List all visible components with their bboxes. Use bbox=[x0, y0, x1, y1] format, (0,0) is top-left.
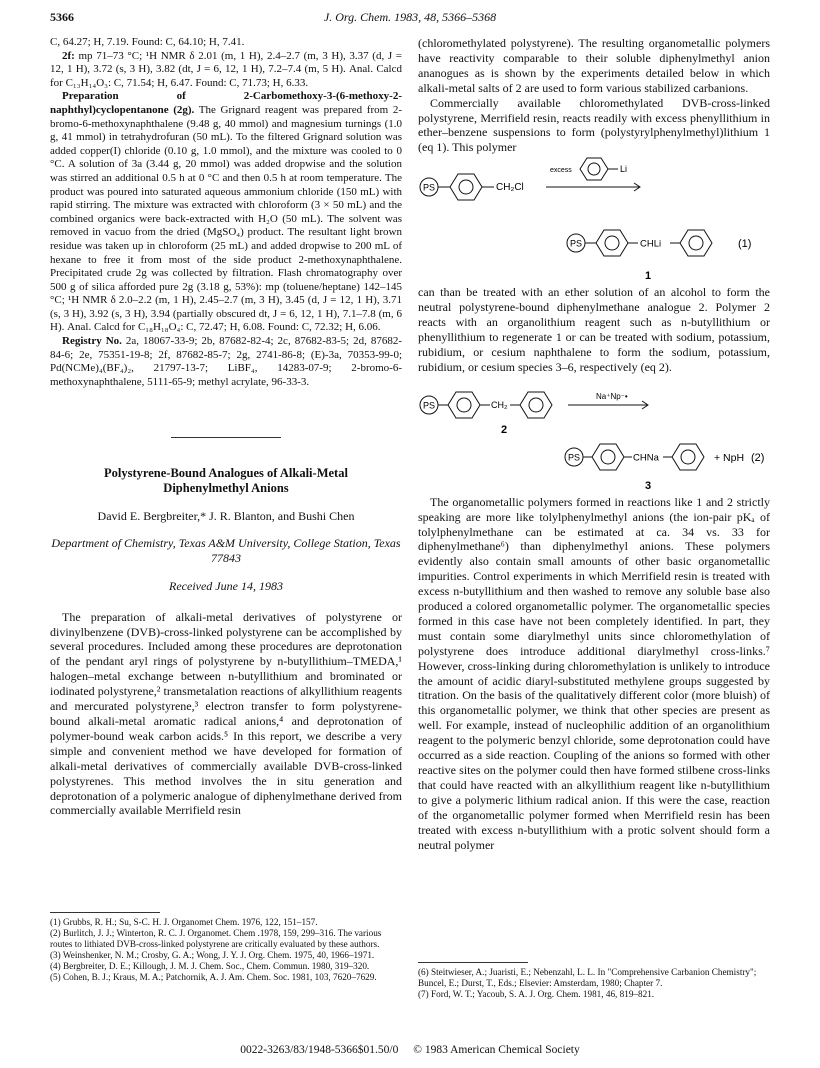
compound-2f-paragraph bbox=[50, 50, 402, 91]
registry-text: 2a, 18067-33-9; 2b, 87682-82-4; 2c, 87682-83-5; 2d, 87682-84-6; 2e, 75351-19-8; 2f, 87682-85-7; 2g, 2741-86-8; (E)-3a, 70353-99-0; Pd(NCMe)₄(BF₄)₂, 21797-13-7; LiBF₄, 14283-07-9; 2-bromo-6-methoxynaphthalene, 5111-65-9; methyl acrylate, 96-33-3. bbox=[50, 335, 402, 388]
ps-label: PS bbox=[567, 452, 581, 463]
registry-label: Registry No. bbox=[62, 335, 122, 348]
preparation-paragraph bbox=[50, 90, 402, 335]
excess-label: excess bbox=[550, 167, 572, 175]
page-header bbox=[50, 10, 770, 26]
registry-paragraph bbox=[50, 335, 402, 389]
chli-label: CHLi bbox=[640, 238, 662, 250]
journal-citation: J. Org. Chem. 1983, 48, 5366–5368 bbox=[323, 10, 497, 24]
compound-2f-text: mp 71–73 °C; ¹H NMR δ 2.01 (m, 1 H), 2.4–2.7 (m, 3 H), 3.37 (d, J = 12, 1 H), 3.72 (s, 3 H), 3.82 (dt, J = 6, 12, 1 H), 7.2–7.4 (m, 5 H). Anal. Calcd for C₁₃H₁₄O₃: C, 71.54; H, 6.47. Found: C, 71.73; H, 6.33. bbox=[50, 49, 402, 89]
preparation-heading: Preparation of 2-Carbomethoxy-3-(6-methoxy-2-naphthyl)cyclopentanone (2g). bbox=[50, 90, 402, 116]
footnote: (1) Grubbs, R. H.; Su, S-C. H. J. Organomet Chem. 1976, 122, 151–157. bbox=[50, 917, 318, 927]
right-paragraph-2: Commercially available chloromethylated DVB-cross-linked polystyrene, Merrifield resin, reacts readily with excess phenyllithium in ether–benzene suspensions to form (polystyrylphenylmethyl)lithium 1 (eq 1). This polymer bbox=[418, 95, 770, 155]
left-column bbox=[50, 36, 402, 818]
footnote: (2) Burlitch, J. J.; Winterton, R. C. J. Organomet. Chem .1978, 159, 299–316. The various routes to lithiated DVB-cross-linked polystyrene are critically evaluated by these authors. bbox=[50, 928, 382, 949]
footnote: (6) Steitwieser, A.; Juaristi, E.; Nebenzahl, L. L. In "Comprehensive Carbanion Chemistry"; Buncel, E.; Durst, T., Eds.; Elsevier: Amsterdam, 1980; Chapter 7. bbox=[418, 967, 757, 988]
reaction-scheme-2 bbox=[418, 375, 770, 495]
right-paragraph-3: can than be treated with an ether solution of an alcohol to form the neutral polystyrene-bound diphenylmethane analogue 2. Polymer 2 reacts with an organolithium reagent such as n-butyllithium or phenyllithium to regenerate 1 or can be treated with sodium, potassium, rubidium, or cesium naphthalene to form the sodium, potassium, rubidium, or cesium species 3–6, respectively (eq 2). bbox=[418, 285, 770, 374]
chna-label: CHNa bbox=[633, 452, 659, 464]
footnote: (7) Ford, W. T.; Yacoub, S. A. J. Org. Chem. 1981, 46, 819–821. bbox=[418, 989, 655, 999]
preparation-text: The Grignard reagent was prepared from 2-bromo-6-methoxynaphthalene (9.48 g, 40 mmol) and magnesium turnings (1.0 g, 41 mmol) in tetrahydrofuran (50 mL). To the filtered Grignard solution was added copper(I) chloride (0.10 g, 1.0 mmol), and the mixture was cooled to 0 °C. A solution of 3a (3.44 g, 20 mmol) was added dropwise and the solution was stirred an additional 0.5 h at 0 °C and then 0.5 h at room temperature. The product was poured into saturated aqueous ammonium chloride (150 mL) with rapid stirring. The mixture was extracted with chloroform (3 × 50 mL) and the combined organics were back-extracted with H₂O (50 mL). The solvent was removed in vacuo from the dried (MgSO₄) product. The resultant light brown residue was taken up in chloroform (25 mL) and added dropwise to 200 mL of hexane to free it from most of the side product 2-methoxynaphthalene. Precipitated crude 2g was collected by filtration. Flash chromatography over 500 g of silica afforded pure 2g (3.18 g, 53%): mp (toluene/heptane) 142–145 °C; ¹H NMR δ 2.0–2.2 (m, 1 H), 2.45–2.7 (m, 3 H), 3.45 (d, J = 12, 1 H), 3.71 (s, 3 H), 3.92 (s, 3 H), 3.94 (partially obscured dt, J = 6, 12, 1 H), 7.1–7.8 (m, 6 H). Anal. Calcd for C₁₈H₁₈O₄: C, 72.47; H, 6.08. Found: C, 72.32; H, 6.06. bbox=[50, 103, 402, 334]
page-footer bbox=[50, 1044, 770, 1056]
ps-label: PS bbox=[422, 182, 436, 193]
right-paragraph-1: (chloromethylated polystyrene). The resulting organometallic polymers have reactivity comparable to their soluble diphenylmethyl anion ananogues as is shown by the experiments detailed below in which alkali-metal salts of 2 are used to form various stabilized carbanions. bbox=[418, 36, 770, 95]
right-footnotes bbox=[418, 962, 770, 1000]
article-code: 0022-3263/83/1948-5366$01.50/0 bbox=[240, 1044, 399, 1056]
analysis-line: C, 64.27; H, 7.19. Found: C, 64.10; H, 7.41. bbox=[50, 36, 245, 48]
left-footnotes bbox=[50, 912, 402, 983]
equation-number-1: (1) bbox=[738, 238, 752, 251]
right-paragraph-4: The organometallic polymers formed in reactions like 1 and 2 strictly speaking are more like tolylphenylmethyl anions (the ion-pair pKₐ of tolylphenylmethane can be estimated at ca. 34 vs. 33 for diphenylmethane⁶) than diphenylmethyl anions. These polymers evidently also contain small amounts of other basic organometallic impurities. Control experiments in which Merrifield resin is treated with excess n-butyllithium and then washed to remove any soluble base also produced a colored organometallic polymer. The organometallic species formed in this case have not been completely identified. In part, they must contain some diarylmethyl units since chloromethylation of polystyrene does introduce additional diarylmethyl cross-links.⁷ However, cross-linking during chloromethylation is unlikely to introduce the amount of acidic diaryl-substituted methylene groups suggested by titration. On the basis of the qualitatively different color (more bluish) of this organometallic polymer, we think that other species are present as well. For example, instead of nucleophilic addition of an organolithium reagent to the polymeric benzyl chloride, some deprotonation could have occurred as a side reaction. Coupling of the anions so formed with other reactive sites on the polymer could then have formed stilbene cross-links that could have reacted with an alkyllithium reagent like n-butyllithium to give a polymeric lithium radical anion. If this were the case, reaction of the organometallic polymer formed when Merrifield resin has been treated with excess n-butyllithium with a protic solvent should form a neutral polymer bbox=[418, 494, 770, 852]
footnote: (5) Cohen, B. J.; Kraus, M. A.; Patchornik, A. J. Am. Chem. Soc. 1981, 103, 7620–7629. bbox=[50, 972, 377, 982]
reaction-scheme-1 bbox=[418, 155, 770, 285]
right-column bbox=[418, 36, 770, 852]
compound-2f-label: 2f: bbox=[62, 49, 75, 62]
nph-label: + NpH bbox=[714, 451, 745, 464]
ch2-label: CH₂ bbox=[491, 399, 508, 410]
ps-label: PS bbox=[422, 400, 436, 411]
reagent-label: Na⁺Np⁻• bbox=[596, 391, 628, 401]
page-number: 5366 bbox=[50, 10, 74, 24]
article-authors: David E. Bergbreiter,* J. R. Blanton, and Bushi Chen bbox=[97, 509, 355, 524]
equation-number-2: (2) bbox=[751, 451, 765, 464]
copyright-notice: © 1983 American Chemical Society bbox=[413, 1044, 580, 1056]
ps-label: PS bbox=[569, 238, 583, 249]
compound-label-3: 3 bbox=[644, 479, 652, 492]
ch2cl-label: CH₂Cl bbox=[496, 182, 524, 194]
compound-label-1: 1 bbox=[644, 270, 652, 283]
intro-paragraph: The preparation of alkali-metal derivatives of polystyrene or divinylbenzene (DVB)-cross-linked polystyrene can be accomplished by several procedures. Included among these procedures are deprotonation of the pendant aryl rings of polystyrene by n-butyllithium–TMEDA,¹ halogen–metal exchange between n-butyllithium and brominated or iodinated polystyrene,² transmetalation reactions of alkyllithium reagents and mercurated polystyrene,³ electron transfer to form polystyrene-bound alkali-metal aromatic radical anions,⁴ and deprotonation of polymer-bound weak carbon acids.⁵ In this report, we describe a very simple and convenient method we have developed for formation of alkali-metal derivatives of commercially available DVB-cross-linked polystyrenes. This method involves the in situ generation and deprotonation of a polymeric analogue of diphenylmethane derived from commercially available Merrifield resin bbox=[50, 609, 402, 818]
li-label: Li bbox=[620, 164, 628, 175]
footnote-rule bbox=[50, 912, 160, 913]
footnote-rule bbox=[418, 962, 528, 963]
article-title: Polystyrene-Bound Analogues of Alkali-Metal Diphenylmethyl Anions bbox=[104, 466, 348, 496]
article-affiliation: Department of Chemistry, Texas A&M University, College Station, Texas 77843 bbox=[51, 536, 401, 566]
compound-label-2: 2 bbox=[500, 423, 508, 436]
received-date: Received June 14, 1983 bbox=[169, 579, 283, 594]
footnote: (3) Weinshenker, N. M.; Crosby, G. A.; Wong, J. Y. J. Org. Chem. 1975, 40, 1966–1971. bbox=[50, 950, 375, 960]
footnote: (4) Bergbreiter, D. E.; Killough, J. M. J. Chem. Soc., Chem. Commun. 1980, 319–320. bbox=[50, 961, 370, 971]
section-divider bbox=[171, 437, 281, 438]
